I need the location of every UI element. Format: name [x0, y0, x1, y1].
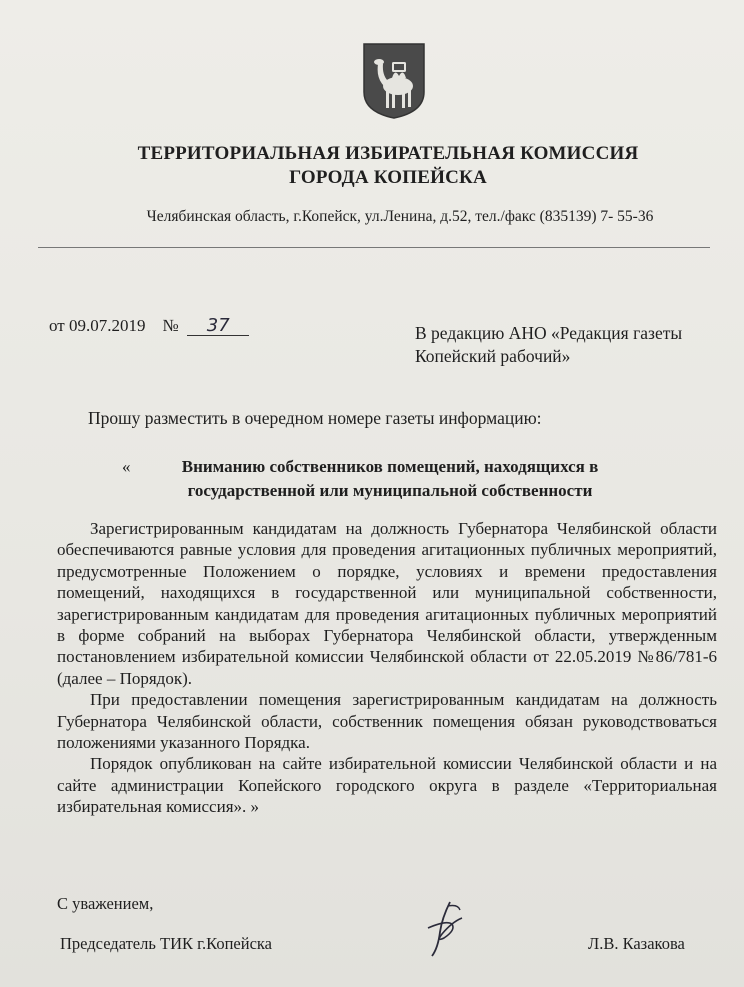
org-title-line1: ТЕРРИТОРИАЛЬНАЯ ИЗБИРАТЕЛЬНАЯ КОМИССИЯ: [137, 143, 639, 164]
addressee: [415, 322, 682, 368]
org-title-line2: ГОРОДА КОПЕЙСКА: [289, 167, 487, 188]
request-line: Прошу разместить в очередном номере газеты информацию:: [88, 408, 542, 428]
chair-title: Председатель ТИК г.Копейска: [60, 934, 272, 953]
closing-phrase: С уважением,: [57, 894, 154, 913]
signer-name: Л.В. Казакова: [588, 934, 685, 953]
body-paragraph: Порядок опубликован на сайте избирательной комиссии Челябинской области и на сайте администрации Копейского городского округа в разделе «Территориальная избирательная комиссия». »: [57, 754, 717, 817]
body-paragraph: При предоставлении помещения зарегистрированным кандидатам на должность Губернатора Челябинской области, собственник помещения обязан руководствоваться положениями указанного Порядка.: [57, 690, 717, 753]
org-address: Челябинская область, г.Копейск, ул.Ленина, д.52, тел./факс (835139) 7- 55-36: [146, 208, 654, 225]
signature-icon: [422, 898, 466, 960]
body-paragraph: Зарегистрированным кандидатам на должность Губернатора Челябинской области обеспечиваются равные условия для проведения агитационных публичных мероприятий, предусмотренные Положением о порядке, условиях и времени предоставления помещений, находящихся в государственной или муниципальной собственности, зарегистрированным кандидатам для проведения агитационных публичных мероприятий в форме собраний на выборах Губернатора Челябинской области, утвержденным постановлением избирательной комиссии Челябинской области от 22.05.2019 №86/781-6 (далее – Порядок).: [57, 519, 717, 688]
addressee-line2: Копейский рабочий»: [415, 346, 571, 366]
headline-line2: государственной или муниципальной собственности: [187, 481, 593, 500]
header-divider: [38, 247, 710, 248]
document-date: от 09.07.2019: [49, 316, 146, 335]
notice-headline: [122, 455, 650, 503]
headline-line1: Вниманию собственников помещений, находящихся в: [181, 457, 599, 476]
document-number-label: №: [162, 316, 179, 335]
addressee-line1: В редакцию АНО «Редакция газеты: [415, 323, 683, 343]
notice-body: [57, 518, 717, 818]
coat-of-arms-icon: [362, 42, 426, 120]
document-number: 37: [187, 317, 249, 336]
headline-open-quote: «: [122, 457, 131, 476]
document-meta: [49, 316, 249, 336]
